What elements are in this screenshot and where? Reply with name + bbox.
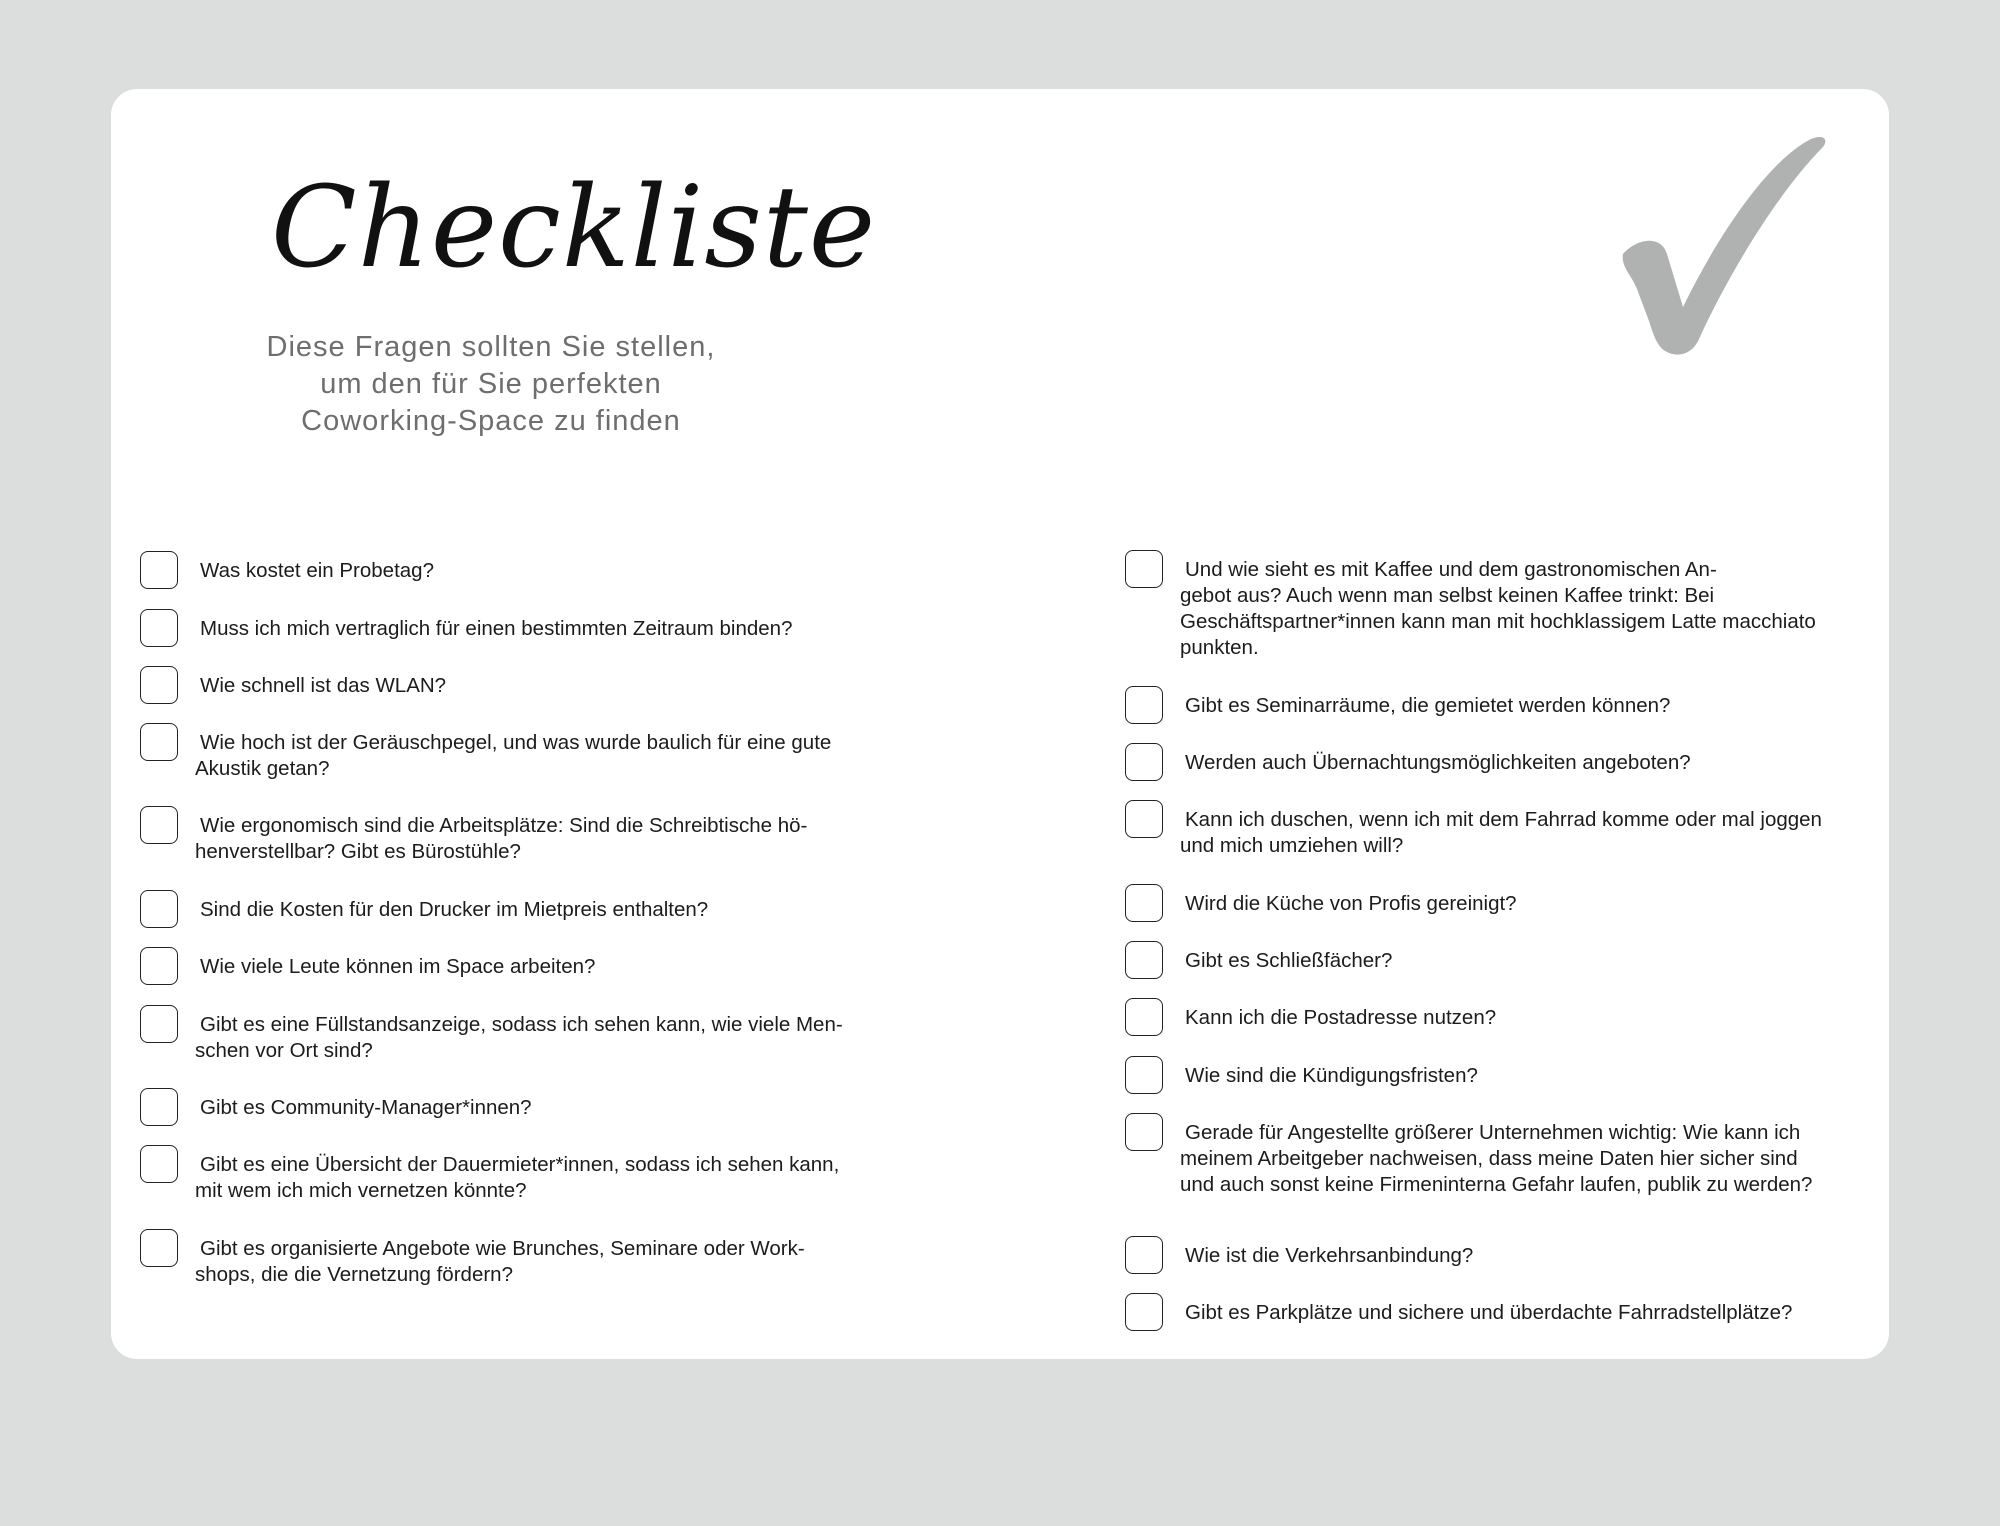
checklist-item-text bbox=[1185, 948, 1392, 974]
checklist-item-text bbox=[200, 616, 792, 642]
checkbox[interactable] bbox=[1125, 550, 1163, 588]
subtitle-line: Diese Fragen sollten Sie stellen, bbox=[266, 331, 716, 363]
checklist-item-text bbox=[1180, 1120, 1813, 1198]
checklist-item-line: Gibt es eine Füllstandsanzeige, sodass ich sehen kann, wie viele Men- bbox=[200, 1013, 843, 1036]
checklist-item-line: Gibt es Parkplätze und sichere und überdachte Fahrradstellplätze? bbox=[1185, 1301, 1793, 1324]
checklist-item-line: Werden auch Übernachtungsmöglichkeiten angeboten? bbox=[1185, 751, 1691, 774]
subtitle-line: um den für Sie perfekten bbox=[320, 368, 662, 400]
checklist-item-line: Gibt es Schließfächer? bbox=[1185, 949, 1393, 972]
checklist-item-line: Und wie sieht es mit Kaffee und dem gastronomischen An- bbox=[1185, 558, 1717, 581]
checklist-item-text bbox=[195, 813, 808, 865]
checklist-item-line: Wie hoch ist der Geräuschpegel, und was wurde baulich für eine gute bbox=[200, 731, 832, 754]
checklist-item-text bbox=[1185, 1300, 1792, 1326]
checklist-item-line: Gibt es eine Übersicht der Dauermieter*innen, sodass ich sehen kann, bbox=[200, 1153, 840, 1176]
checkbox[interactable] bbox=[140, 1145, 178, 1183]
checklist-item-text bbox=[195, 1152, 840, 1204]
checkbox[interactable] bbox=[140, 806, 178, 844]
checklist-item-text bbox=[1180, 557, 1816, 661]
checkbox[interactable] bbox=[140, 947, 178, 985]
checkbox[interactable] bbox=[1125, 686, 1163, 724]
checklist-item-text bbox=[1185, 1063, 1478, 1089]
checklist-item-text bbox=[200, 673, 446, 699]
checklist-item-text bbox=[195, 1236, 805, 1288]
checklist-item-line: und auch sonst keine Firmeninterna Gefahr laufen, publik zu werden? bbox=[1180, 1173, 1813, 1196]
checkmark-icon bbox=[1601, 129, 1841, 359]
page-title: Checkliste bbox=[271, 163, 877, 293]
checkbox[interactable] bbox=[1125, 1236, 1163, 1274]
checklist-item-line: Gibt es Community-Manager*innen? bbox=[200, 1096, 532, 1119]
checklist-item-text bbox=[1185, 1005, 1496, 1031]
checkbox[interactable] bbox=[140, 1229, 178, 1267]
subtitle-line: Coworking-Space zu finden bbox=[301, 405, 681, 437]
checklist-item-line: Gibt es organisierte Angebote wie Brunches, Seminare oder Work- bbox=[200, 1237, 805, 1260]
checklist-item-text bbox=[200, 1095, 532, 1121]
checklist-item-line: schen vor Ort sind? bbox=[195, 1039, 373, 1062]
checklist-item-line: Gibt es Seminarräume, die gemietet werden können? bbox=[1185, 694, 1671, 717]
checklist-item-text bbox=[195, 1012, 843, 1064]
checklist-item-text bbox=[1185, 891, 1517, 917]
checkbox[interactable] bbox=[140, 666, 178, 704]
checklist-item-line: meinem Arbeitgeber nachweisen, dass meine Daten hier sicher sind bbox=[1180, 1147, 1798, 1170]
checklist-item-line: Was kostet ein Probetag? bbox=[200, 559, 434, 582]
checklist-item-line: Wie schnell ist das WLAN? bbox=[200, 674, 447, 697]
checklist-item-line: shops, die die Vernetzung fördern? bbox=[195, 1263, 513, 1286]
checkbox[interactable] bbox=[1125, 998, 1163, 1036]
checklist-item-text bbox=[195, 730, 832, 782]
checkbox[interactable] bbox=[140, 723, 178, 761]
checklist-item-line: Muss ich mich vertraglich für einen bestimmten Zeitraum binden? bbox=[200, 617, 793, 640]
checklist-item-line: Wie sind die Kündigungsfristen? bbox=[1185, 1064, 1478, 1087]
checklist-item-text bbox=[200, 954, 595, 980]
checklist-item-text bbox=[1180, 807, 1822, 859]
checkbox[interactable] bbox=[1125, 884, 1163, 922]
checklist-item-line: henverstellbar? Gibt es Bürostühle? bbox=[195, 840, 521, 863]
checkbox[interactable] bbox=[1125, 800, 1163, 838]
checklist-item-line: Akustik getan? bbox=[195, 757, 330, 780]
checklist-item-text bbox=[1185, 693, 1670, 719]
checklist-item-line: mit wem ich mich vernetzen könnte? bbox=[195, 1179, 527, 1202]
checklist-item-line: Wird die Küche von Profis gereinigt? bbox=[1185, 892, 1517, 915]
checklist-item-line: Kann ich duschen, wenn ich mit dem Fahrrad komme oder mal joggen bbox=[1185, 808, 1822, 831]
checkbox[interactable] bbox=[1125, 1113, 1163, 1151]
checklist-item-line: gebot aus? Auch wenn man selbst keinen Kaffee trinkt: Bei bbox=[1180, 584, 1715, 607]
checklist-item-line: punkten. bbox=[1180, 636, 1259, 659]
checkbox[interactable] bbox=[1125, 743, 1163, 781]
checklist-item-line: Wie ist die Verkehrsanbindung? bbox=[1185, 1244, 1474, 1267]
checklist-item-text bbox=[200, 897, 708, 923]
checkbox[interactable] bbox=[140, 551, 178, 589]
checklist-item-line: Geschäftspartner*innen kann man mit hochklassigem Latte macchiato bbox=[1180, 610, 1816, 633]
checklist-item-text bbox=[200, 558, 434, 584]
checklist-item-line: Sind die Kosten für den Drucker im Mietpreis enthalten? bbox=[200, 898, 709, 921]
checklist-item-line: Gerade für Angestellte größerer Unternehmen wichtig: Wie kann ich bbox=[1185, 1121, 1801, 1144]
checkbox[interactable] bbox=[140, 890, 178, 928]
checkbox[interactable] bbox=[140, 1005, 178, 1043]
checkbox[interactable] bbox=[140, 609, 178, 647]
checklist-item-text bbox=[1185, 1243, 1473, 1269]
checkbox[interactable] bbox=[140, 1088, 178, 1126]
checkbox[interactable] bbox=[1125, 1056, 1163, 1094]
checklist-item-line: und mich umziehen will? bbox=[1180, 834, 1404, 857]
subtitle bbox=[261, 329, 721, 440]
checkbox[interactable] bbox=[1125, 1293, 1163, 1331]
checklist-item-text bbox=[1185, 750, 1691, 776]
checklist-item-line: Wie viele Leute können im Space arbeiten? bbox=[200, 955, 596, 978]
checklist-item-line: Kann ich die Postadresse nutzen? bbox=[1185, 1006, 1497, 1029]
checkbox[interactable] bbox=[1125, 941, 1163, 979]
checklist-item-line: Wie ergonomisch sind die Arbeitsplätze: Sind die Schreibtische hö- bbox=[200, 814, 808, 837]
checklist-card bbox=[111, 89, 1889, 1359]
